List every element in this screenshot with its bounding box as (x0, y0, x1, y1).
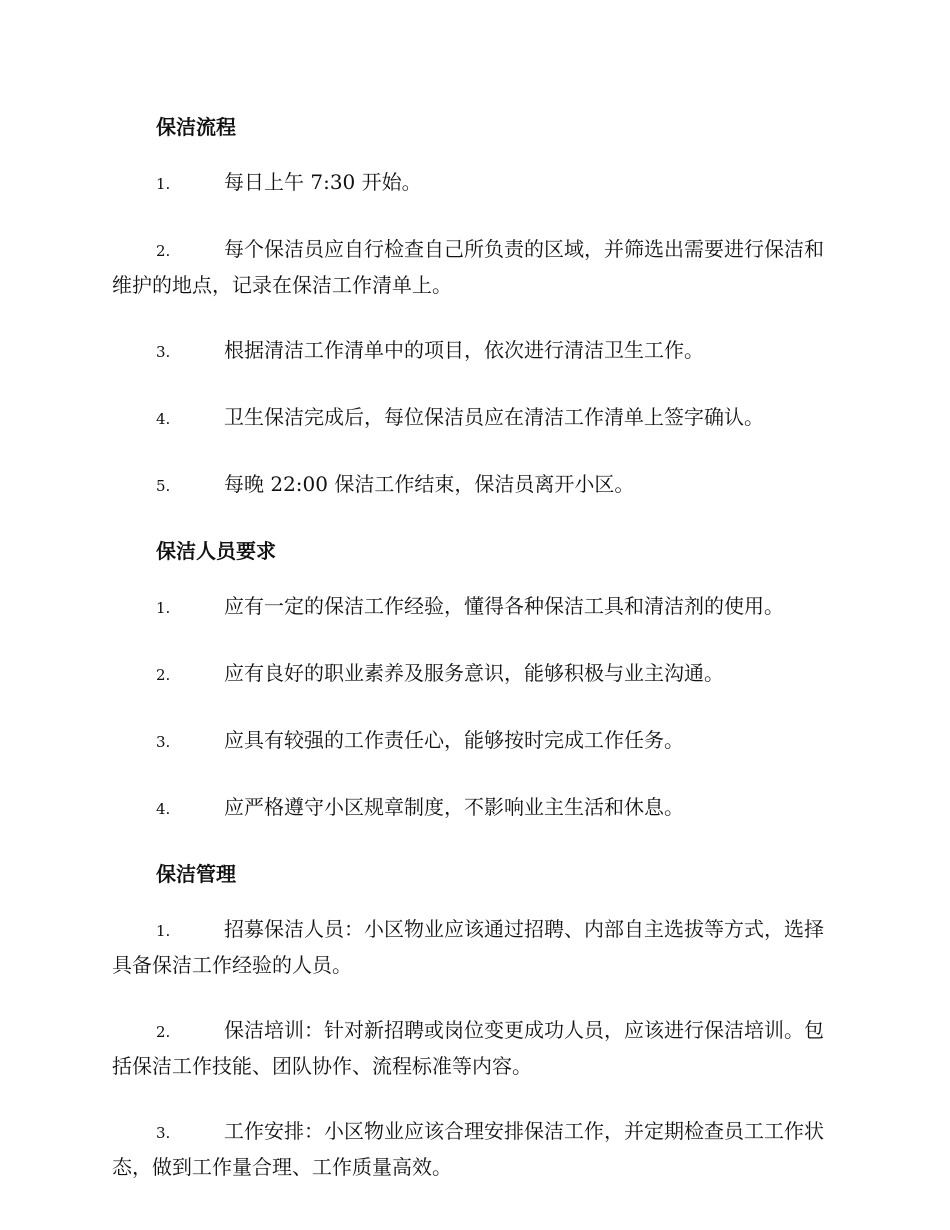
section-heading-cleaning-management: 保洁管理 (156, 862, 236, 886)
list-item-text: 应严格遵守小区规章制度，不影响业主生活和休息。 (224, 795, 684, 819)
list-item-text: 招募保洁人员：小区物业应该通过招聘、内部自主选拔等方式，选择具备保洁工作经验的人员。 (112, 917, 824, 977)
list-number: 3. (156, 1124, 171, 1142)
list-item (112, 323, 834, 369)
list-item (112, 1003, 834, 1083)
list-item-text: 保洁培训：针对新招聘或岗位变更成功人员，应该进行保洁培训。包括保洁工作技能、团队协作、流程标准等内容。 (112, 1018, 824, 1078)
list-item-text: 每个保洁员应自行检查自己所负责的区域，并筛选出需要进行保洁和维护的地点，记录在保洁工作清单上。 (112, 237, 824, 297)
list-item (112, 902, 834, 982)
list-number: 3. (156, 343, 171, 361)
list-item-text: 应具有较强的工作责任心，能够按时完成工作任务。 (224, 728, 684, 752)
list-number: 3. (156, 733, 171, 751)
section-heading-cleaning-process: 保洁流程 (156, 115, 236, 139)
list-item-text: 应有良好的职业素养及服务意识，能够积极与业主沟通。 (224, 661, 724, 685)
list-item-text: 根据清洁工作清单中的项目，依次进行清洁卫生工作。 (224, 338, 704, 362)
list-number: 4. (156, 800, 171, 818)
list-item (112, 155, 834, 201)
list-item (112, 780, 834, 826)
list-item-text: 每日上午 7:30 开始。 (224, 170, 422, 194)
list-number: 1. (156, 599, 171, 617)
list-item-text: 每晚 22:00 保洁工作结束，保洁员离开小区。 (224, 472, 635, 496)
list-item-text: 应有一定的保洁工作经验，懂得各种保洁工具和清洁剂的使用。 (224, 594, 784, 618)
list-item (112, 646, 834, 692)
list-number: 2. (156, 666, 171, 684)
list-item (112, 390, 834, 436)
list-item (112, 222, 834, 302)
list-number: 2. (156, 242, 171, 260)
list-item (112, 579, 834, 625)
document-body (112, 100, 834, 1205)
list-number: 1. (156, 175, 171, 193)
list-item (112, 457, 834, 503)
list-number: 4. (156, 410, 171, 428)
list-item-text: 工作安排：小区物业应该合理安排保洁工作，并定期检查员工工作状态，做到工作量合理、工作质量高效。 (112, 1119, 824, 1179)
section-heading-staff-requirements: 保洁人员要求 (156, 539, 276, 563)
list-number: 1. (156, 922, 171, 940)
list-number: 2. (156, 1023, 171, 1041)
list-item (112, 1104, 834, 1184)
list-item (112, 713, 834, 759)
list-item-text: 卫生保洁完成后，每位保洁员应在清洁工作清单上签字确认。 (224, 405, 764, 429)
list-number: 5. (156, 477, 171, 495)
